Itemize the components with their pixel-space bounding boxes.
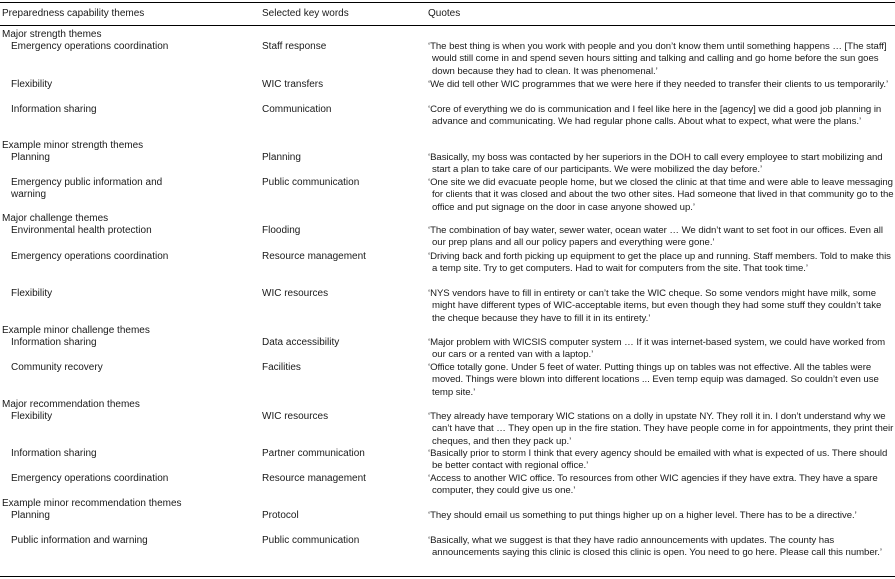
theme-cell: Emergency operations coordination [11,41,169,52]
section-title: Example minor strength themes [2,140,144,151]
header-quotes: Quotes [428,8,461,19]
theme-cell: Emergency public information and warning [11,177,163,201]
section-title: Example minor recommendation themes [2,498,182,509]
quote-cell: ‘The combination of bay water, sewer water, ocean water … We didn’t want to set foot in our offices. Even all our prep plans and all our policy papers and everything were gone.’ [428,225,883,249]
section-title: Example minor challenge themes [2,325,150,336]
theme-cell: Flexibility [11,411,53,422]
keyword-cell: Data accessibility [262,337,340,348]
keyword-cell: Flooding [262,225,301,236]
keyword-cell: Staff response [262,41,327,52]
keyword-cell: Resource management [262,473,366,484]
keyword-cell: Resource management [262,251,366,262]
header-themes: Preparedness capability themes [2,8,145,19]
quote-cell: ‘The best thing is when you work with people and you don’t know them until something happens … [The staff] would still come in and spend seven hours sitting and talking and calling and go home before the sun goes down because they had to clean. It was phenomenal.’ [428,41,887,77]
quote-cell: ‘Major problem with WICSIS computer system … If it was internet-based system, we could have worked from our cars or a rented van with a laptop.’ [428,337,886,361]
keyword-cell: WIC resources [262,288,329,299]
quote-cell: ‘Core of everything we do is communication and I feel like here in the [agency] we did a good job planning in advance and communicating. We had regular phone calls. About what to expect, what were the plans.’ [428,104,882,128]
theme-cell: Emergency operations coordination [11,251,169,262]
keyword-cell: WIC resources [262,411,329,422]
theme-cell: Environmental health protection [11,225,152,236]
quote-cell: ‘They should email us something to put things higher up on a higher level. There has to be a directive.’ [428,510,857,521]
keyword-cell: Partner communication [262,448,365,459]
keyword-cell: Protocol [262,510,299,521]
theme-cell: Community recovery [11,362,103,373]
theme-cell: Information sharing [11,448,97,459]
quote-cell: ‘NYS vendors have to fill in entirety or can’t take the WIC cheque. So some vendors might have milk, some might have different types of WIC-acceptable items, but even though they had some stuff they couldn’t take the cheque because they have to fill it in its entirety.’ [428,288,882,324]
theme-cell: Flexibility [11,79,53,90]
section-title: Major challenge themes [2,213,109,224]
keyword-cell: WIC transfers [262,79,324,90]
quote-cell: ‘Driving back and forth picking up equipment to get the place up and running. Staff members. Told to make this a temp site. Try to get computers. Had to wait for computers from the site. That took time.’ [428,251,891,275]
quote-cell: ‘One site we did evacuate people home, but we closed the clinic at that time and were able to leave messaging for clients that it was closed and about the two other sites. Had someone that lived in that community go to the office and put signage on the door in case anyone showed up.’ [428,177,894,213]
keyword-cell: Public communication [262,177,360,188]
quote-cell: ‘Basically prior to storm I think that every agency should be emailed with what is expected of us. There should be better contact with regional office.’ [428,448,888,472]
section-title: Major recommendation themes [2,399,140,410]
keyword-cell: Communication [262,104,332,115]
keyword-cell: Public communication [262,535,360,546]
keyword-cell: Planning [262,152,301,163]
theme-cell: Information sharing [11,104,97,115]
theme-cell: Emergency operations coordination [11,473,169,484]
quote-cell: ‘Office totally gone. Under 5 feet of water. Putting things up on tables was not effective. All the tables were moved. Things were blown into different locations ... Even temp equip was damaged. So couldn’t even use temp site.’ [428,362,879,398]
theme-cell: Flexibility [11,288,53,299]
theme-cell: Planning [11,152,50,163]
theme-cell: Public information and warning [11,535,148,546]
quote-cell: ‘We did tell other WIC programmes that we were here if they needed to transfer their clients to us temporarily.’ [428,79,889,90]
header-keywords: Selected key words [262,8,349,19]
keyword-cell: Facilities [262,362,301,373]
table-bottom-rule [0,576,895,577]
quote-cell: ‘Basically, what we suggest is that they have radio announcements with updates. The county has announcements saying this clinic is closed this clinic is open. You need to go here. Please call this number.’ [428,535,882,559]
theme-cell: Planning [11,510,50,521]
quote-cell: ‘Basically, my boss was contacted by her superiors in the DOH to call every employee to start mobilizing and start a plan to take care of our participants. We were mobilized the day before.’ [428,152,883,176]
theme-cell: Information sharing [11,337,97,348]
section-title: Major strength themes [2,29,102,40]
quote-cell: ‘Access to another WIC office. To resources from other WIC agencies if they have extra. They have a spare computer, they could give us one.’ [428,473,878,497]
quote-cell: ‘They already have temporary WIC stations on a dolly in upstate NY. They roll it in. I don’t understand why we can’t have that … They open up in the fire station. They have people come in for appointments, they print their cheques, and then they pack up.’ [428,411,894,447]
